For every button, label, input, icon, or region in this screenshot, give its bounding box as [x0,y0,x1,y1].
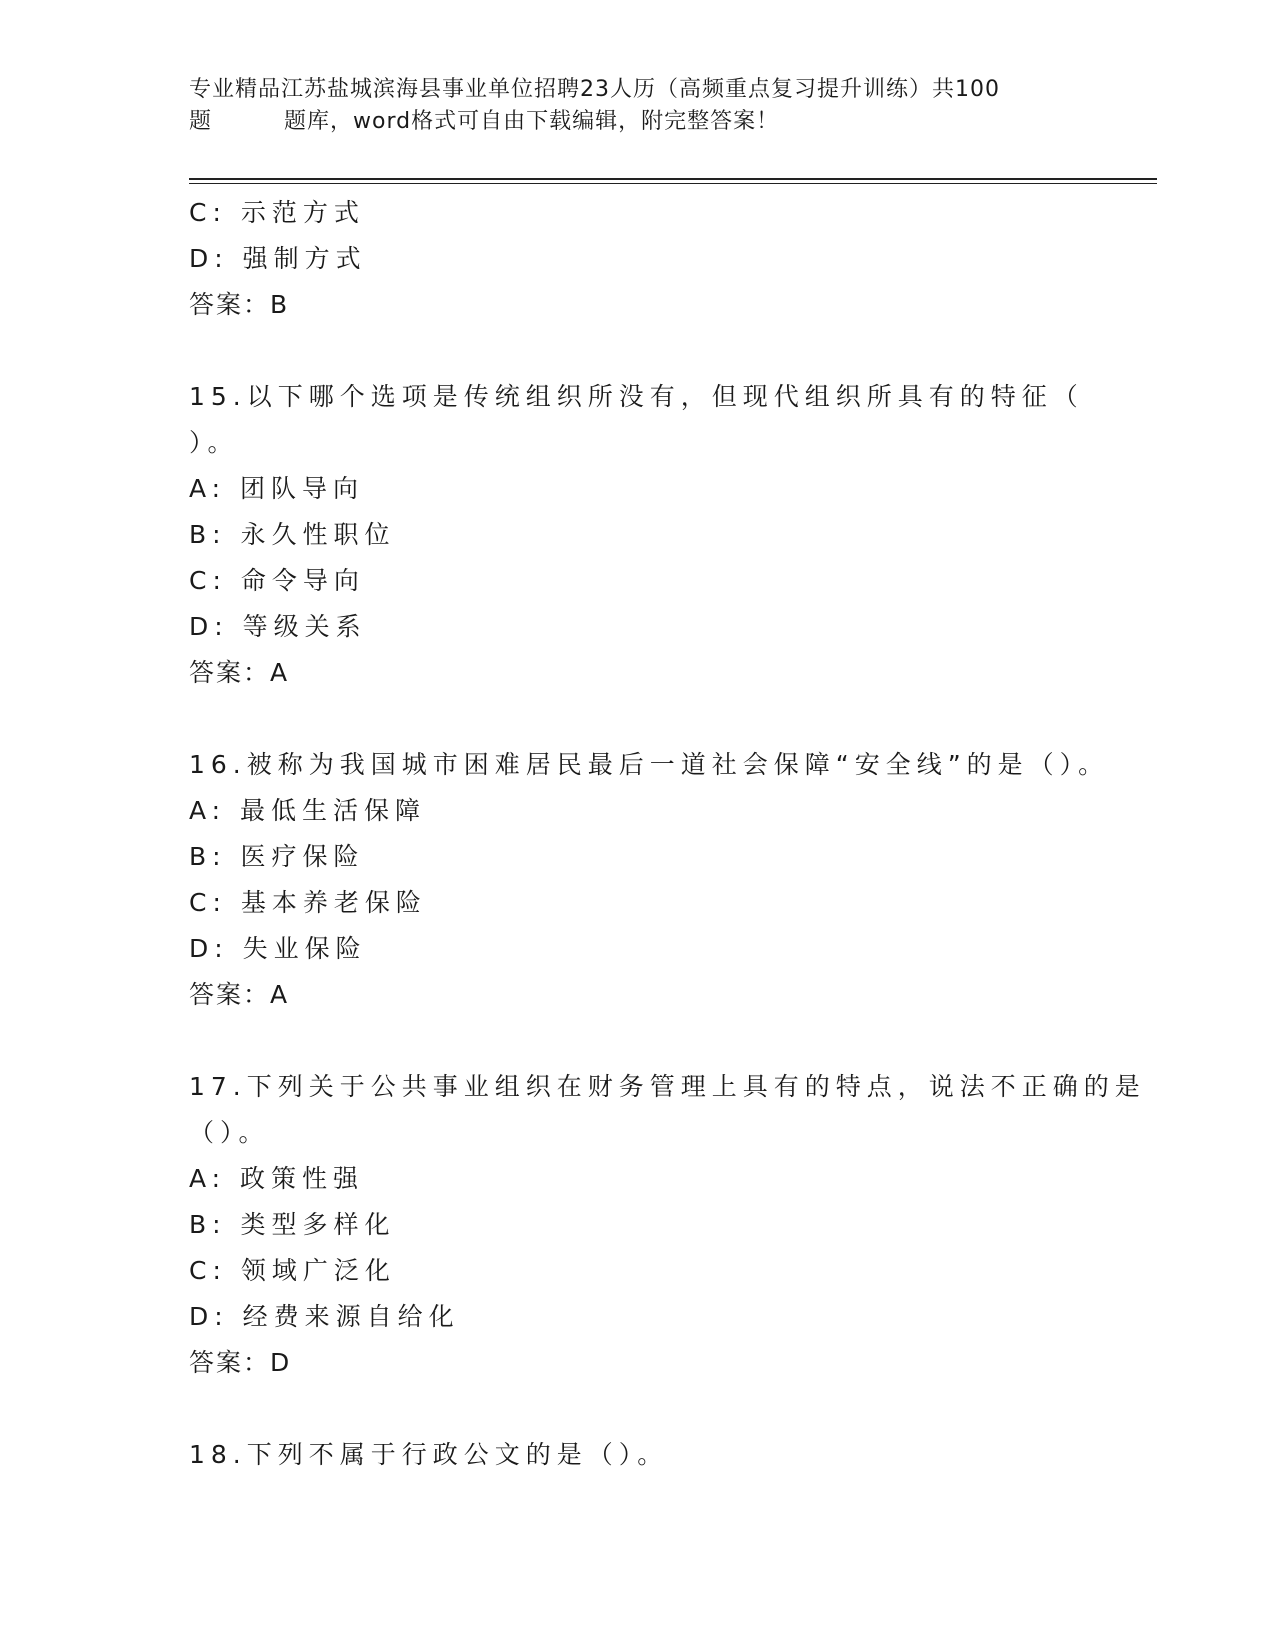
header-title-line2-left: 题 [189,109,213,134]
question-stem-cont: （）。 [189,1118,270,1147]
header-rule-thin [189,183,1157,184]
answer-line: 答案：D [189,1348,292,1377]
question-content [189,190,1146,1478]
answer-line: 答案：B [189,290,290,319]
option-a: A: 团队导向 [189,474,365,503]
option-c: C: 命令导向 [189,566,365,595]
option-b: B: 永久性职位 [189,520,396,549]
header-title-line2 [189,106,1089,138]
question-stem: 17.下列关于公共事业组织在财务管理上具有的特点，说法不正确的是 [189,1072,1146,1101]
header-title-line1: 专业精品江苏盐城滨海县事业单位招聘23人历（高频重点复习提升训练）共100 [189,77,1000,102]
question-stem: 18.下列不属于行政公文的是（）。 [189,1440,669,1469]
option-c: C: 示范方式 [189,198,365,227]
option-d: D: 失业保险 [189,934,367,963]
option-a: A: 最低生活保障 [189,796,427,825]
question-stem: 16.被称为我国城市困难居民最后一道社会保障“安全线”的是（）。 [189,750,1110,779]
option-d: D: 经费来源自给化 [189,1302,460,1331]
header-rule-thick [189,178,1157,180]
option-c: C: 领域广泛化 [189,1256,396,1285]
option-b: B: 医疗保险 [189,842,365,871]
option-d: D: 强制方式 [189,244,367,273]
option-d: D: 等级关系 [189,612,367,641]
option-a: A: 政策性强 [189,1164,365,1193]
question-stem-cont: ）。 [189,428,239,457]
option-c: C: 基本养老保险 [189,888,427,917]
question-stem: 15.以下哪个选项是传统组织所没有，但现代组织所具有的特征（ [189,382,1084,411]
option-b: B: 类型多样化 [189,1210,396,1239]
page-header [189,74,1089,138]
header-title-line2-right: 题库，word格式可自由下载编辑，附完整答案！ [284,109,780,134]
answer-line: 答案：A [189,658,290,687]
answer-line: 答案：A [189,980,290,1009]
